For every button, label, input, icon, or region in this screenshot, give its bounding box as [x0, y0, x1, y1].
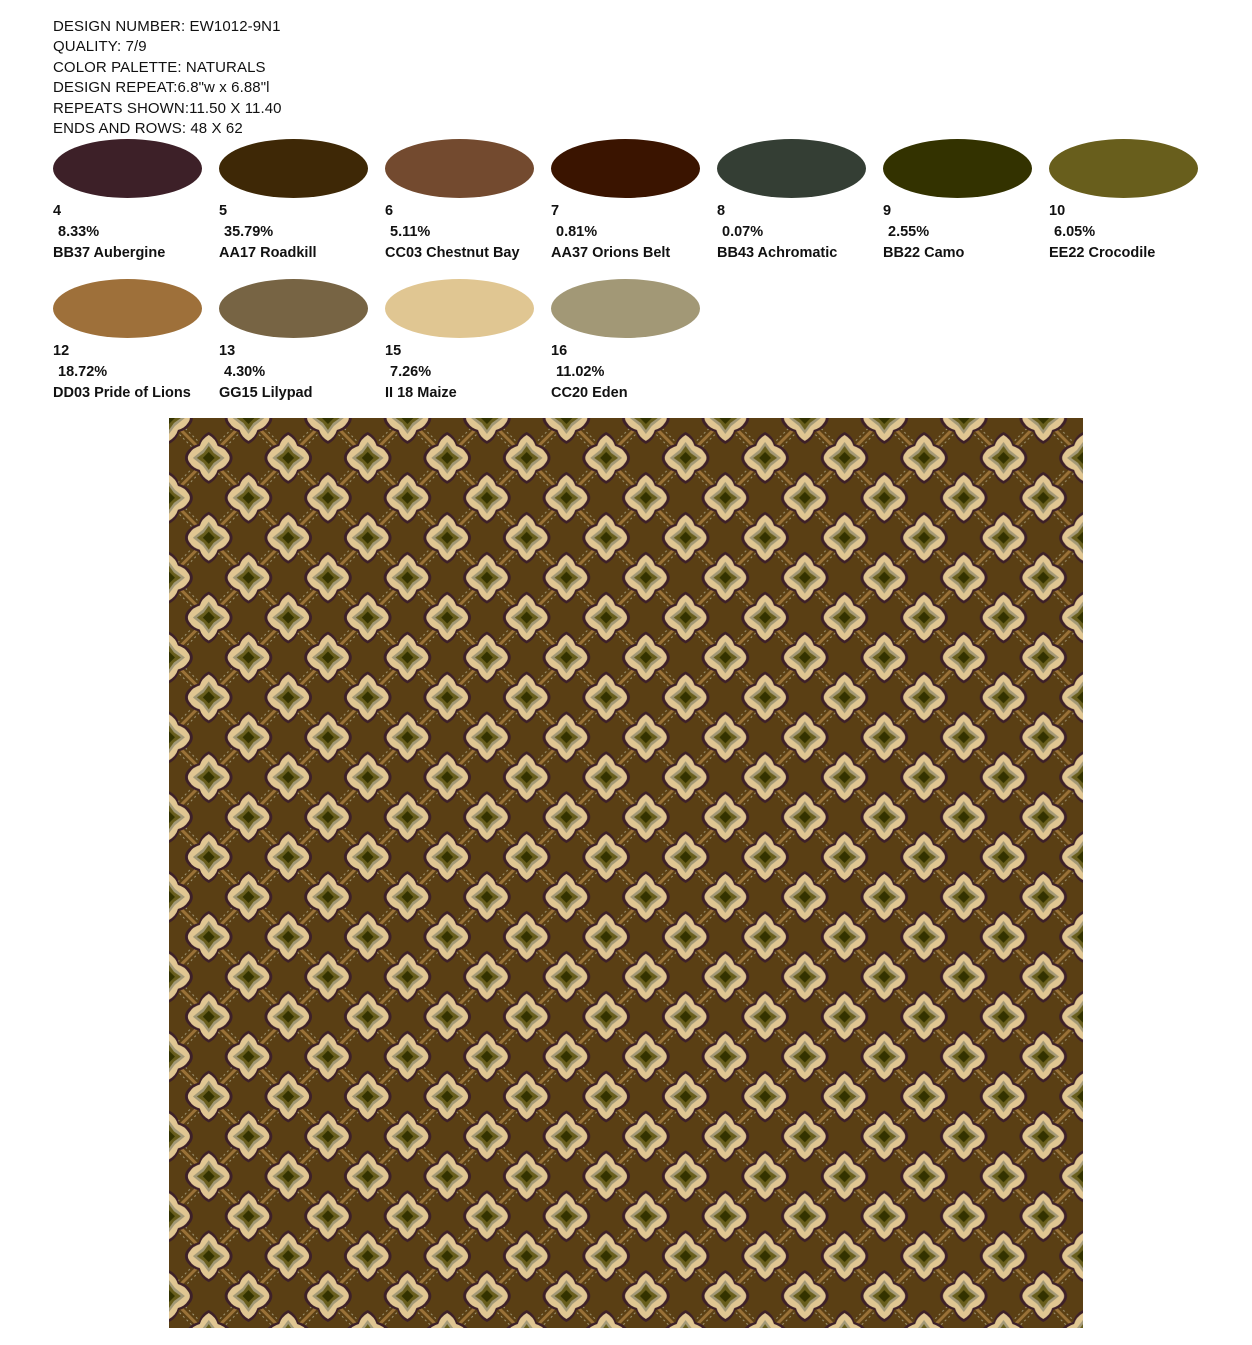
ends-and-rows: ENDS AND ROWS: 48 X 62	[53, 119, 243, 137]
swatch-percent: 0.81%	[556, 224, 598, 240]
swatch-color-oval	[551, 139, 700, 198]
quality: QUALITY: 7/9	[53, 38, 147, 56]
swatch-percent: 11.02%	[556, 364, 605, 380]
swatch-number: 15	[385, 343, 402, 359]
swatch-color-oval	[53, 139, 202, 198]
swatch-4	[53, 139, 203, 269]
swatch-color-oval	[883, 139, 1032, 198]
swatch-number: 4	[53, 203, 62, 219]
swatch-percent: 5.11%	[390, 224, 431, 240]
carpet-pattern-preview	[169, 418, 1083, 1328]
swatch-number: 8	[717, 203, 726, 219]
swatch-number: 12	[53, 343, 70, 359]
swatch-number: 6	[385, 203, 394, 219]
design-repeat: DESIGN REPEAT:6.8"w x 6.88"l	[53, 79, 270, 97]
swatch-number: 13	[219, 343, 236, 359]
swatch-name: AA17 Roadkill	[219, 245, 317, 261]
color-swatches	[53, 139, 1223, 419]
swatch-percent: 0.07%	[722, 224, 764, 240]
swatch-color-oval	[1049, 139, 1198, 198]
swatch-9	[883, 139, 1033, 269]
swatch-name: DD03 Pride of Lions	[53, 385, 191, 401]
repeats-shown: REPEATS SHOWN:11.50 X 11.40	[53, 99, 282, 117]
swatch-number: 9	[883, 203, 892, 219]
swatch-percent: 6.05%	[1054, 224, 1096, 240]
swatch-name: GG15 Lilypad	[219, 385, 313, 401]
design-number: DESIGN NUMBER: EW1012-9N1	[53, 18, 281, 35]
swatch-percent: 4.30%	[224, 364, 266, 380]
swatch-6	[385, 139, 535, 269]
swatch-color-oval	[551, 279, 700, 338]
pattern-fill	[169, 418, 1083, 1328]
color-palette: COLOR PALETTE: NATURALS	[53, 58, 266, 76]
swatch-15	[385, 279, 535, 409]
swatch-color-oval	[219, 139, 368, 198]
swatch-percent: 35.79%	[224, 224, 274, 240]
swatch-name: EE22 Crocodile	[1049, 245, 1156, 261]
swatch-number: 16	[551, 343, 568, 359]
swatch-7	[551, 139, 701, 269]
swatch-5	[219, 139, 369, 269]
swatch-percent: 7.26%	[390, 364, 432, 380]
swatch-number: 10	[1049, 203, 1066, 219]
swatch-name: BB43 Achromatic	[717, 245, 838, 261]
swatch-name: AA37 Orions Belt	[551, 245, 671, 261]
swatch-color-oval	[385, 279, 534, 338]
swatch-percent: 2.55%	[888, 224, 930, 240]
swatch-name: II 18 Maize	[385, 385, 457, 401]
design-spec	[53, 17, 653, 139]
swatch-percent: 8.33%	[58, 224, 100, 240]
swatch-name: CC03 Chestnut Bay	[385, 245, 520, 261]
swatch-color-oval	[53, 279, 202, 338]
swatch-12	[53, 279, 203, 409]
swatch-16	[551, 279, 701, 409]
swatch-percent: 18.72%	[58, 364, 108, 380]
swatch-name: BB22 Camo	[883, 245, 965, 261]
swatch-color-oval	[717, 139, 866, 198]
swatch-13	[219, 279, 369, 409]
swatch-number: 5	[219, 203, 228, 219]
swatch-name: BB37 Aubergine	[53, 245, 166, 261]
swatch-color-oval	[219, 279, 368, 338]
pattern-graphic	[169, 418, 1083, 1328]
swatch-name: CC20 Eden	[551, 385, 628, 401]
swatch-8	[717, 139, 867, 269]
swatch-color-oval	[385, 139, 534, 198]
swatch-number: 7	[551, 203, 560, 219]
swatch-10	[1049, 139, 1199, 269]
